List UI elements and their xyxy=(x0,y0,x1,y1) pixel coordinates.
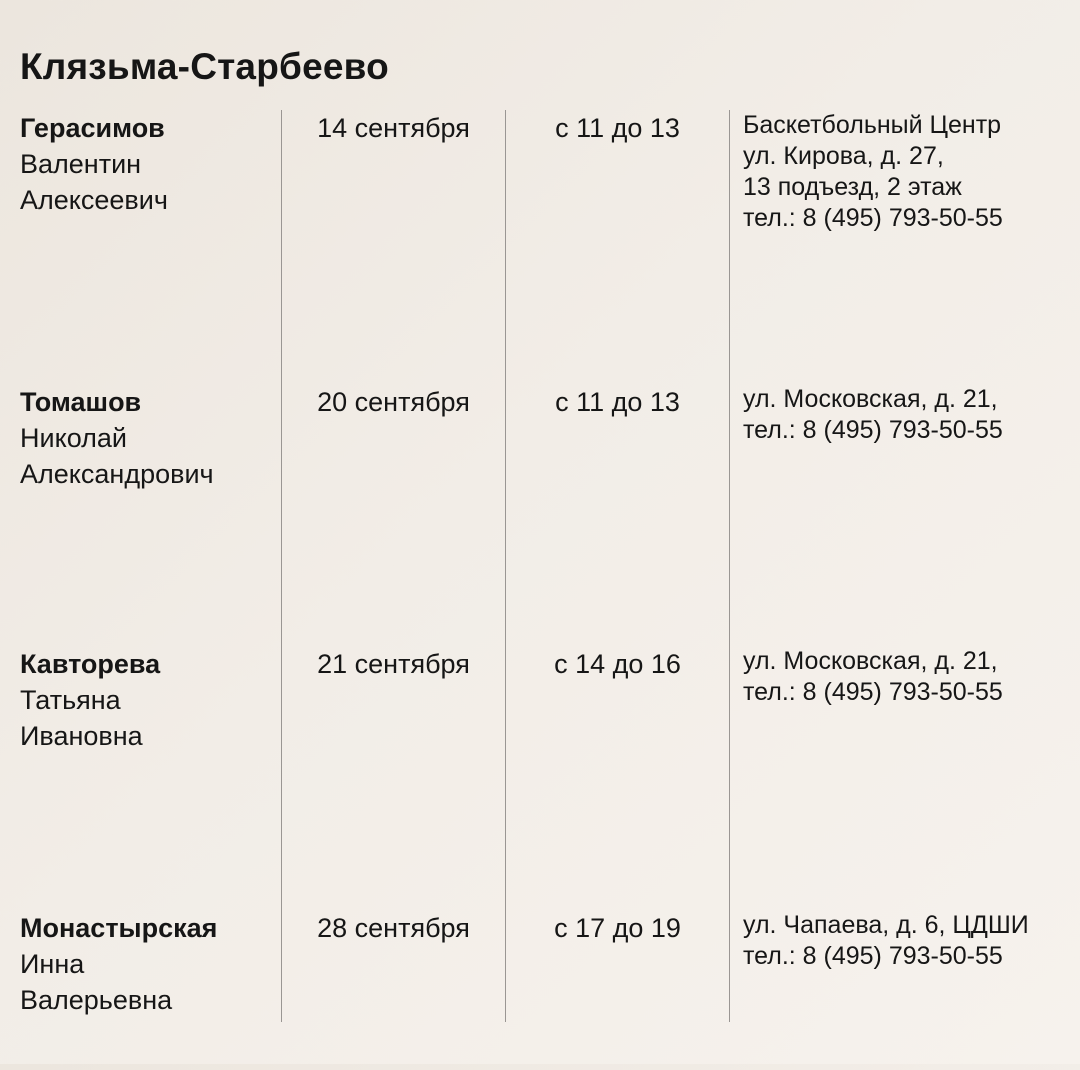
address-line: ул. Московская, д. 21, xyxy=(743,385,998,413)
reception-date: 28 сентября xyxy=(317,913,470,943)
surname: Томашов xyxy=(20,387,142,417)
address-line: ул. Московская, д. 21, xyxy=(743,647,998,675)
phone-line: тел.: 8 (495) 793-50-55 xyxy=(743,204,1003,232)
reception-date: 20 сентября xyxy=(317,387,470,417)
page-title: Клязьма-Старбеево xyxy=(20,46,389,87)
address-line: ул. Чапаева, д. 6, ЦДШИ xyxy=(743,911,1029,939)
reception-date: 21 сентября xyxy=(317,649,470,679)
surname: Кавторева xyxy=(20,649,161,679)
reception-time: с 17 до 19 xyxy=(554,913,681,943)
reception-date: 14 сентября xyxy=(317,113,470,143)
reception-time: с 11 до 13 xyxy=(555,387,680,417)
schedule-row xyxy=(0,110,1080,270)
reception-time: с 14 до 16 xyxy=(554,649,681,679)
phone-line: тел.: 8 (495) 793-50-55 xyxy=(743,678,1003,706)
first-name: Николай xyxy=(20,423,127,453)
patronymic: Ивановна xyxy=(20,721,143,751)
patronymic: Александрович xyxy=(20,459,214,489)
person-name xyxy=(20,384,275,492)
address-line: ул. Кирова, д. 27, xyxy=(743,142,944,170)
reception-address xyxy=(743,646,1073,708)
surname: Герасимов xyxy=(20,113,165,143)
schedule-row xyxy=(0,646,1080,806)
schedule-row xyxy=(0,910,1080,1070)
reception-address xyxy=(743,384,1073,446)
phone-line: тел.: 8 (495) 793-50-55 xyxy=(743,942,1003,970)
person-name xyxy=(20,110,275,218)
first-name: Инна xyxy=(20,949,85,979)
reception-address xyxy=(743,110,1073,234)
address-line: 13 подъезд, 2 этаж xyxy=(743,173,962,201)
reception-time: с 11 до 13 xyxy=(555,113,680,143)
reception-address xyxy=(743,910,1073,972)
address-line: Баскетбольный Центр xyxy=(743,111,1002,139)
patronymic: Алексеевич xyxy=(20,185,168,215)
person-name xyxy=(20,910,275,1018)
first-name: Валентин xyxy=(20,149,142,179)
phone-line: тел.: 8 (495) 793-50-55 xyxy=(743,416,1003,444)
first-name: Татьяна xyxy=(20,685,121,715)
patronymic: Валерьевна xyxy=(20,985,173,1015)
surname: Монастырская xyxy=(20,913,218,943)
schedule-row xyxy=(0,384,1080,544)
person-name xyxy=(20,646,275,754)
